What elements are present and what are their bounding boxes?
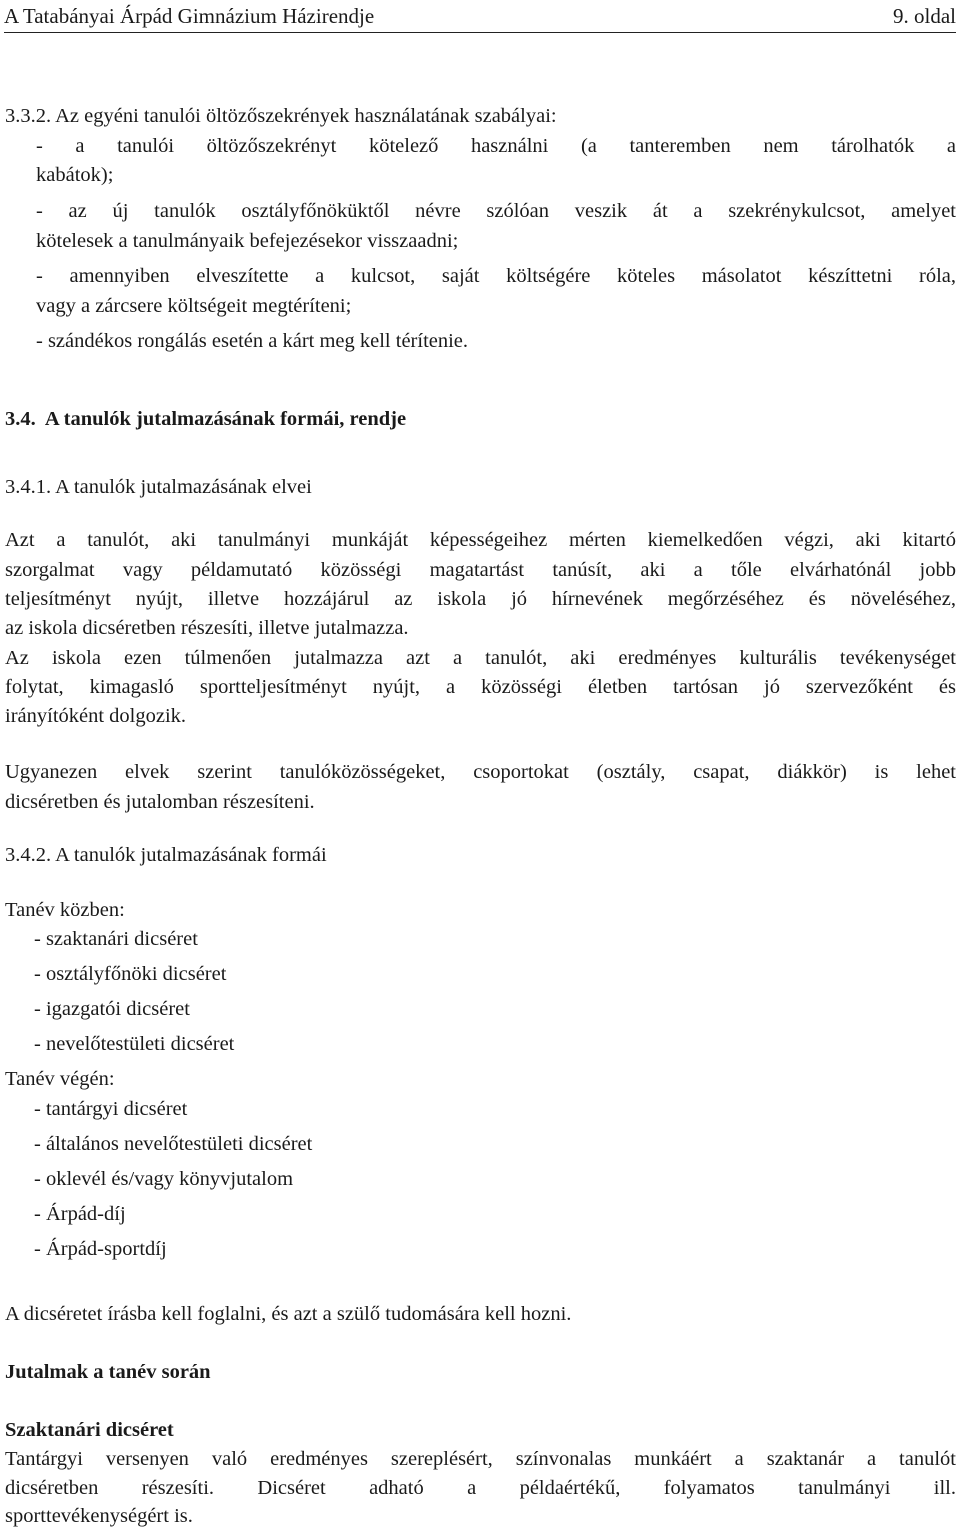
list-item: - oklevél és/vagy könyvjutalom — [34, 1168, 294, 1190]
paragraph-line: Ugyanezen elvek szerint tanulóközösségeket, csoportokat (osztály, csapat, diákkör) is lehet — [5, 761, 956, 783]
paragraph-line: dicséretben és jutalomban részesíteni. — [5, 791, 315, 813]
paragraph-line: A dicséretet írásba kell foglalni, és azt a szülő tudomására kell hozni. — [5, 1303, 572, 1325]
section-title: A tanulók jutalmazásának elvei — [55, 476, 312, 498]
document-title: A Tatabányai Árpád Gimnázium Házirendje — [4, 4, 375, 28]
paragraph-line: teljesítményt nyújt, illetve hozzájárul az iskola jó hírnevének megőrzéséhez és növeléséhez, — [5, 588, 956, 610]
paragraph-line: Az iskola ezen túlmenően jutalmazza azt a tanulót, aki eredményes kulturális tevékenységet — [5, 647, 956, 669]
list-item: - osztályfőnöki dicséret — [34, 963, 227, 985]
rewards-subheading: Szaktanári dicséret — [5, 1419, 174, 1441]
list-item-cont: vagy a zárcsere költségeit megtéríteni; — [36, 295, 352, 317]
paragraph-line: Azt a tanulót, aki tanulmányi munkáját képességeihez mérten kiemelkedően végzi, aki kitartó — [5, 529, 956, 551]
paragraph-line: az iskola dicséretben részesíti, illetve jutalmazza. — [5, 617, 409, 639]
paragraph-line: dicséretben részesíti. Dicséret adható a példaértékű, folyamatos tanulmányi ill. — [5, 1477, 956, 1499]
paragraph-line: szorgalmat vagy példamutató közösségi magatartást tanúsít, aki a tőle elvárhatónál jobb — [5, 559, 956, 581]
section-number: 3.4.1. — [5, 476, 52, 498]
section-heading-342 — [5, 842, 327, 868]
list-item-cont: kabátok); — [36, 164, 114, 186]
section-title: A tanulók jutalmazásának formái, rendje — [44, 408, 407, 430]
list-item: - szaktanári dicséret — [34, 928, 198, 950]
list-item: - Árpád-díj — [34, 1203, 126, 1225]
list-item-cont: kötelesek a tanulmányaik befejezésekor visszaadni; — [36, 230, 459, 252]
section-number: 3.4. — [5, 408, 36, 430]
list-item: - a tanulói öltözőszekrényt kötelező használni (a tanteremben nem tárolhatók a — [36, 135, 956, 157]
section-heading-341 — [5, 474, 312, 500]
list-item: - az új tanulók osztályfőnöküktől névre szólóan veszik át a szekrénykulcsot, amelyet — [36, 200, 956, 222]
section-title: A tanulók jutalmazásának formái — [55, 844, 327, 866]
section-heading-332 — [5, 103, 557, 129]
section-number: 3.4.2. — [5, 844, 52, 866]
paragraph-line: Tantárgyi versenyen való eredményes szereplésért, színvonalas munkáért a szaktanár a tanulót — [5, 1448, 956, 1470]
list-item: - nevelőtestületi dicséret — [34, 1033, 235, 1055]
paragraph-line: folytat, kimagasló sportteljesítményt nyújt, a közösségi életben tartósan jó szervezőként és — [5, 676, 956, 698]
during-year-label: Tanév közben: — [5, 899, 125, 921]
list-item: - szándékos rongálás esetén a kárt meg kell térítenie. — [36, 330, 469, 352]
list-item: - amennyiben elveszítette a kulcsot, saját költségére köteles másolatot készíttetni róla, — [36, 265, 956, 287]
section-number: 3.3.2. — [5, 105, 52, 127]
section-title: Az egyéni tanulói öltözőszekrények használatának szabályai: — [55, 105, 557, 127]
list-item: - Árpád-sportdíj — [34, 1238, 167, 1260]
paragraph-line: sporttevékenységért is. — [5, 1505, 193, 1527]
rewards-heading: Jutalmak a tanév során — [5, 1361, 211, 1383]
list-item: - tantárgyi dicséret — [34, 1098, 188, 1120]
end-year-label: Tanév végén: — [5, 1068, 115, 1090]
page-header — [4, 2, 956, 33]
list-item: - igazgatói dicséret — [34, 998, 190, 1020]
page-number: 9. oldal — [893, 4, 956, 28]
section-heading-34 — [5, 406, 406, 432]
paragraph-line: irányítóként dolgozik. — [5, 705, 187, 727]
list-item: - általános nevelőtestületi dicséret — [34, 1133, 313, 1155]
